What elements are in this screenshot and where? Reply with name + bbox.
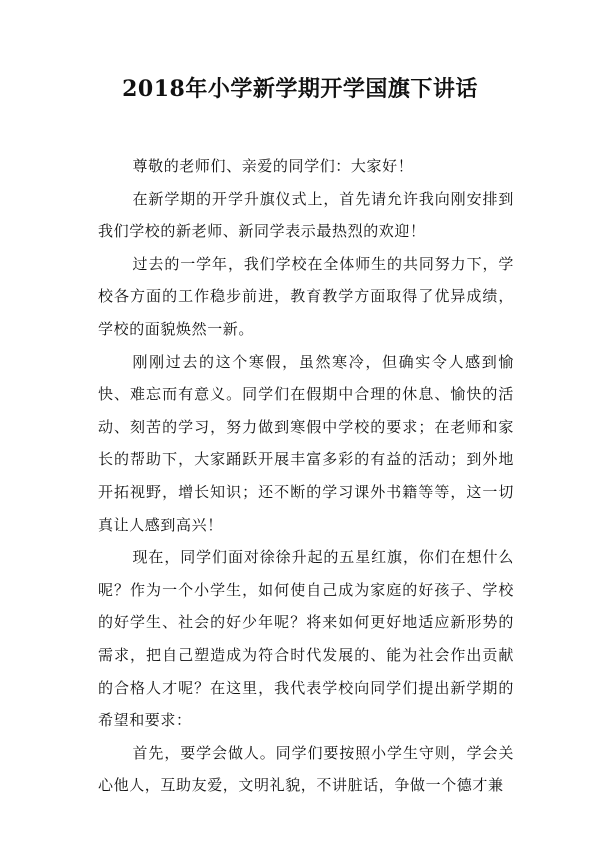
paragraph-winter-break: 刚刚过去的这个寒假，虽然寒冷，但确实令人感到愉快、难忘而有意义。同学们在假期中合理的休息、愉快的活动、刻苦的学习，努力做到寒假中学校的要求；在老师和家长的帮助下，大家踊跃开展丰富多彩的有益的活动；到外地开拓视野，增长知识；还不断的学习课外书籍等等，这一切真让人感到高兴！ — [98, 352, 514, 534]
paragraph-greeting: 尊敬的老师们、亲爱的同学们：大家好！ — [132, 157, 414, 175]
paragraph-welcome: 在新学期的开学升旗仪式上，首先请允许我向刚安排到我们学校的新老师、新同学表示最热烈的欢迎！ — [98, 189, 514, 241]
paragraph-past-year: 过去的一学年，我们学校在全体师生的共同努力下，学校各方面的工作稳步前进，教育教学方面取得了优异成绩，学校的面貌焕然一新。 — [98, 254, 514, 338]
paragraph-flag: 现在，同学们面对徐徐升起的五星红旗，你们在想什么呢？作为一个小学生，如何使自己成为家庭的好孩子、学校的好学生、社会的好少年呢？将来如何更好地适应新形势的需求，把自己塑造成为符合时代发展的、能为社会作出贡献的合格人才呢？在这里，我代表学校向同学们提出新学期的希望和要求： — [98, 548, 514, 730]
paragraph-first-requirement: 首先，要学会做人。同学们要按照小学生守则，学会关心他人，互助友爱，文明礼貌，不讲脏话，争做一个德才兼 — [98, 743, 514, 795]
document-body — [98, 150, 514, 802]
document-title: 2018年小学新学期开学国旗下讲话 — [122, 76, 478, 102]
